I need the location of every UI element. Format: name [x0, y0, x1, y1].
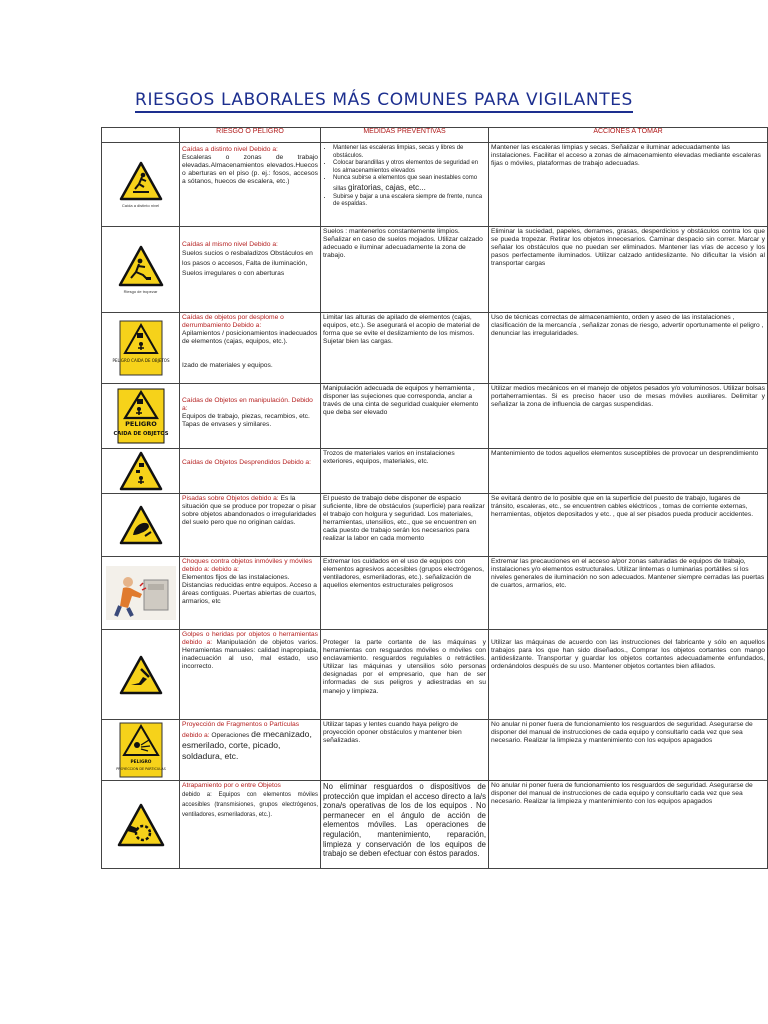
- table-row: [102, 781, 768, 869]
- measures-list: [323, 145, 486, 209]
- list-item: • Mantener las escaleras limpias, secas y libres de obstáculos.: [333, 145, 486, 160]
- icon-cell: [102, 494, 180, 557]
- risk-title: Choques contra objetos inmóviles y móviles debido a: debido a:: [182, 558, 313, 574]
- risk-title: Caídas a distinto nivel Debido a:: [182, 146, 278, 153]
- risk-title: Proyección de Fragmentos o Partículas debido a:: [182, 721, 300, 740]
- icon-cell: [102, 720, 180, 781]
- icon-cell: [102, 557, 180, 630]
- icon-cell: [102, 781, 180, 869]
- risk-title: Pisadas sobre Objetos debido a:: [182, 495, 279, 502]
- measures-cell: El puesto de trabajo debe disponer de espacio suficiente, libre de obstáculos (superficie) para realizar el trabajo con holgura y seguridad. Los materiales, herramientas, utensilios, etc., que se encuentren en cada puesto de trabajo serán los necesarios para realizar la labor en cada momento: [321, 494, 489, 557]
- actions-cell: Mantener las escaleras limpias y secas. Señalizar e iluminar adecuadamente las instalaciones. Facilitar el acceso a zonas de almacenamiento elevadas mediante escaleras fijas o móviles, plataformas de trabajo adecuadas.: [489, 143, 768, 227]
- cut-hazard-warning-icon: [119, 655, 163, 695]
- falling-debris-warning-icon: [119, 451, 163, 491]
- icon-cell: [102, 143, 180, 227]
- list-item: • Subirse y bajar a una escalera siempre de frente, nunca de espaldas.: [333, 194, 486, 209]
- table-row: [102, 143, 768, 227]
- risk-cell: [180, 630, 321, 720]
- list-item-emphasis: giratorias, cajas, etc...: [348, 182, 426, 192]
- actions-cell: No anular ni poner fuera de funcionamiento los resguardos de seguridad. Asegurarse de disponer del manual de instrucciones de cada equipo y consultarlo cada vez que sea necesario. Realizar la limpieza y mantenimiento con los equipos apagados: [489, 720, 768, 781]
- collision-illustration-icon: [106, 566, 176, 620]
- risk-emphasis: de mecanizado, esmerilado, corte, picado, soldadura, etc.: [182, 729, 312, 762]
- entrapment-hazard-warning-icon: [117, 803, 165, 847]
- risk-description: Operaciones: [209, 732, 252, 740]
- risk-title: Golpes o heridas por objetos o herramientas debido a:: [182, 631, 318, 647]
- actions-cell: Uso de técnicas correctas de almacenamiento, orden y aseo de las instalaciones , clasificación de la mercancía , señalizar zonas de riesgo, advertir oportunamente el peligro , denunciar las irregularidades.: [489, 313, 768, 384]
- table-row: [102, 557, 768, 630]
- sign-caption: Riesgo de tropezar: [123, 289, 158, 294]
- risk-cell: [180, 781, 321, 869]
- step-on-object-warning-icon: [119, 505, 163, 545]
- measures-cell: [321, 143, 489, 227]
- sign-label: PELIGRO: [124, 420, 157, 428]
- table-row: [102, 494, 768, 557]
- table-row: [102, 449, 768, 494]
- risk-title: Caídas de Objetos Desprendidos Debido a:: [182, 459, 311, 466]
- actions-cell: Se evitará dentro de lo posible que en la superficie del puesto de trabajo, lugares de tránsito, escaleras, etc., se encuentren cables eléctricos , tomas de corriente externas, herramientas, objetos depositados y etc. , que al ser pisados pueda producir accidentes.: [489, 494, 768, 557]
- header-measures: MEDIDAS PREVENTIVAS: [321, 128, 489, 143]
- risk-cell: [180, 384, 321, 449]
- page-title: RIESGOS LABORALES MÁS COMUNES PARA VIGILANTES: [0, 90, 768, 110]
- risk-description: Suelos sucios o resbaladizos Obstáculos en los pasos o accesos, Falta de iluminación, Suelos irregulares o con aberturas: [182, 250, 313, 278]
- icon-cell: [102, 313, 180, 384]
- icon-cell: [102, 449, 180, 494]
- list-item-text: Nunca subirse a elementos que sean inestables como sillas: [333, 175, 478, 192]
- risk-description: Es la situación que se produce por tropezar o pisar sobre objetos abandonados o irregularidades del suelo pero que no originan caídas.: [182, 495, 317, 527]
- risk-cell: [180, 313, 321, 384]
- risk-description: debido a: Equipos con elementos móviles accesibles (transmisiones, grupos electrógenos, ventiladores, esmeriladoras, etc.).: [182, 792, 318, 819]
- sign-label: PELIGRO: [130, 760, 151, 765]
- sign-label: CAIDA DE OBJETOS: [112, 431, 169, 437]
- sign-label: PELIGRO CAIDA DE OBJETOS: [112, 358, 169, 363]
- list-item: • Colocar barandillas y otros elementos de seguridad en los almacenamientos elevados: [333, 160, 486, 175]
- risk-cell: [180, 143, 321, 227]
- risk-cell: [180, 449, 321, 494]
- risk-title: Atrapamiento por o entre Objetos: [182, 782, 281, 789]
- actions-cell: Eliminar la suciedad, papeles, derrames, grasas, desperdicios y obstáculos contra los que se pueda tropezar. Retirar los objetos innecesarios. Caminar despacio sin correr. Marcar y señalar los obstáculos que no puedan ser eliminados. Mantener las vías de acceso y los pasos perfectamente iluminados. Utilizar calzado antideslizante. No dificultar la visión al transportar cargas: [489, 227, 768, 313]
- sign-caption: Caída a distinto nivel: [121, 203, 160, 208]
- particle-projection-sign-icon: [115, 722, 166, 778]
- header-risk: RIESGO O PELIGRO: [180, 128, 321, 143]
- icon-cell: [102, 630, 180, 720]
- actions-cell: Mantenimiento de todos aquellos elementos susceptibles de provocar un desprendimiento: [489, 449, 768, 494]
- table-row: [102, 630, 768, 720]
- risk-cell: [180, 227, 321, 313]
- measures-cell: Utilizar tapas y lentes cuando haya peligro de proyección oponer obstáculos y mantener bien señalizadas.: [321, 720, 489, 781]
- risk-title: Caídas de Objetos en manipulación. Debido a:: [182, 397, 313, 413]
- risk-title: Caídas al mismo nivel Debido a:: [182, 241, 278, 248]
- actions-cell: Utilizar medios mecánicos en el manejo de objetos pesados y/o voluminosos. Utilizar bolsas portaherramientas. Si es preciso hacer uso de mesas móviles auxiliares. Delimitar y señalizar la zona de influencia de cargas suspendidas.: [489, 384, 768, 449]
- icon-cell: [102, 227, 180, 313]
- header-empty: [102, 128, 180, 143]
- measures-cell: Suelos : mantenerlos constantemente limpios. Señalizar en caso de suelos mojados. Utilizar calzado adecuado e iluminar adecuadamente la zona de trabajo.: [321, 227, 489, 313]
- sign-label: PROYECCION DE PARTICULAS: [115, 767, 166, 771]
- risk-table: [101, 127, 768, 869]
- header-actions: ACCIONES A TOMAR: [489, 128, 768, 143]
- risk-description: Apilamientos / posicionamientos inadecuados de elementos (cajas, equipos, etc.).: [182, 330, 318, 346]
- table-row: [102, 384, 768, 449]
- measures-cell: Proteger la parte cortante de las máquinas y herramientas con resguardos móviles o móviles con enclavamiento. resguardos regulables o retráctiles. Utilizar las máquinas y utensilios sólo personas designadas por el empresario, que han de ser informadas de sus peligros y adiestradas en su manejo y limpieza.: [321, 630, 489, 720]
- table-row: [102, 227, 768, 313]
- fall-from-height-warning-icon: [119, 161, 163, 201]
- risk-cell: [180, 494, 321, 557]
- risk-description: Manipulación de objetos varios. Herramientas manuales: calidad inapropiada, inadecuación al uso, mal estado, uso incorrecto.: [182, 639, 318, 671]
- measures-cell: Trozos de materiales varios en instalaciones exteriores, equipos, materiales, etc.: [321, 449, 489, 494]
- measures-cell: Manipulación adecuada de equipos y herramienta , disponer las sujeciones que corresponda, anclar a través de una cinta de seguridad cualquier elemento que deba ser elevado: [321, 384, 489, 449]
- table-row: [102, 720, 768, 781]
- actions-cell: Utilizar las máquinas de acuerdo con las instrucciones del fabricante y sólo en aquellos trabajos para los que han sido diseñados., Comprar los objetos cortantes con mango antideslizante. Transportar y guardar los objetos cortantes adecuadamente enfundados, ordenándolos después de su uso. Mantener objetos cortantes bien afilados.: [489, 630, 768, 720]
- risk-description: Elementos fijos de las instalaciones. Distancias reducidas entre equipos. Acceso a áreas contiguas. Puertas abiertas de cuartos, armarios, etc: [182, 574, 317, 606]
- risk-title: Caídas de objetos por desplome o derrumbamiento Debido a:: [182, 314, 284, 330]
- risk-description: Escaleras o zonas de trabajo elevadas.Almacenamientos elevados.Huecos o aberturas en el piso (p. ej.: fosos, accesos a sótanos, huecos de escalera, etc.): [182, 154, 318, 186]
- measures-cell: Limitar las alturas de apilado de elementos (cajas, equipos, etc.). Se asegurará el acopio de material de forma que se evite el deslizamiento de los mismos. Sujetar bien las cargas.: [321, 313, 489, 384]
- list-item: [333, 175, 486, 193]
- actions-cell: Extremar las precauciones en el acceso a/por zonas saturadas de equipos de trabajo, instalaciones y/o elementos estructurales. Utilizar linternas o luminarias portátiles si los niveles generales de iluminación no son adecuados. Mantener siempre cerradas las puertas de cuartos, armarios, etc.: [489, 557, 768, 630]
- falling-objects-sign-icon: [112, 320, 169, 376]
- trip-hazard-warning-icon: [118, 245, 164, 287]
- measures-cell: Extremar los cuidados en el uso de equipos con elementos agresivos accesibles (grupos electrógenos, ventiladores, esmeriladoras, etc.). señalización de aquellos elementos estructurales peligrosos: [321, 557, 489, 630]
- icon-cell: [102, 384, 180, 449]
- risk-description: Equipos de trabajo, piezas, recambios, etc. Tapas de envases y similares.: [182, 413, 310, 429]
- risk-cell: [180, 557, 321, 630]
- actions-cell: No anular ni poner fuera de funcionamiento los resguardos de seguridad. Asegurarse de disponer del manual de instrucciones de cada equipo y consultarlo cada vez que sea necesario. Realizar la limpieza y mantenimiento con los equipos apagados: [489, 781, 768, 869]
- table-row: [102, 313, 768, 384]
- risk-cell: [180, 720, 321, 781]
- risk-extra: Izado de materiales y equipos.: [182, 362, 273, 370]
- falling-objects-warning-sign-icon: [112, 388, 169, 444]
- measures-cell: No eliminar resguardos o dispositivos de protección que impidan el acceso directo a la/s zona/s operativas de los de los equipos . No permanecer en el ángulo de acción de elementos móviles. Las operaciones de regulación, mantenimiento, reparación, limpieza y conservación de los equipos de trabajo se deben efectuar con éstos parados.: [321, 781, 489, 869]
- table-header-row: [102, 128, 768, 143]
